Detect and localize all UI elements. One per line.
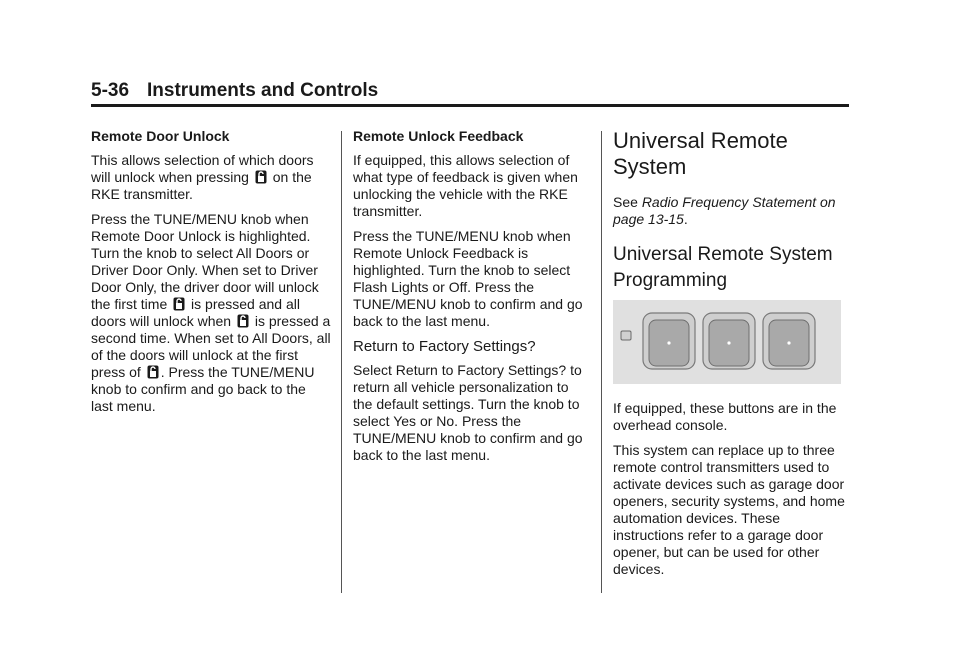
universal-remote-title [613, 128, 853, 180]
column-3 [613, 128, 853, 586]
section-title: Instruments and Controls [147, 80, 379, 101]
overhead-console-buttons-photo [613, 300, 841, 384]
remote-door-unlock-intro [91, 152, 331, 203]
column-1 [91, 128, 331, 423]
instr-text-a: Press the TUNE/MENU knob when Remote Door Unlock is highlighted. Turn the knob to select All Doors or Driver Door Only. When set to Driver Door Only, the driver door will unlock the first time [91, 211, 319, 312]
title-line-1: Universal Remote [613, 128, 788, 153]
factory-settings-heading: Return to Factory Settings? [353, 338, 536, 355]
buttons-location-text: If equipped, these buttons are in the overhead console. [613, 400, 837, 433]
title-line-2: System [613, 154, 687, 179]
rke-unlock-icon [237, 314, 249, 328]
factory-settings-instructions: Select Return to Factory Settings? to return all vehicle personalization to the default settings. Turn the knob to select Yes or No. Press the TUNE/MENU knob to confirm and go back to the last menu. [353, 362, 583, 463]
see-reference [613, 194, 853, 228]
page-header [91, 80, 849, 102]
column-divider-2 [601, 131, 602, 593]
feedback-instructions: Press the TUNE/MENU knob when Remote Unlock Feedback is highlighted. Turn the knob to select Flash Lights or Off. Press the TUNE/MENU knob to confirm and go back to the last menu. [353, 228, 583, 329]
instr-text-b: is pressed and all doors will unlock when [91, 296, 300, 329]
remote-unlock-feedback-heading: Remote Unlock Feedback [353, 128, 524, 144]
page-number: 5-36 [91, 80, 130, 101]
remote-button-1 [643, 313, 695, 369]
see-suffix: . [683, 211, 688, 227]
see-reference-link[interactable]: Radio Frequency Statement on page 13-15 [613, 194, 836, 227]
subtitle-line-1: Universal Remote System [613, 244, 833, 265]
instr-text-d: . Press the TUNE/MENU knob to confirm and go back to the last menu. [91, 364, 315, 414]
subtitle-line-2: Programming [613, 270, 728, 291]
column-divider-1 [341, 131, 342, 593]
feedback-intro: If equipped, this allows selection of what type of feedback is given when unlocking the vehicle with the RKE transmitter. [353, 152, 578, 219]
intro-text-a: This allows selection of which doors will unlock when pressing [91, 152, 314, 185]
rke-unlock-icon [147, 365, 159, 379]
programming-title [613, 242, 853, 294]
header-rule [91, 104, 849, 107]
remote-button-2 [703, 313, 755, 369]
indicator-light [621, 331, 631, 340]
column-2 [353, 128, 591, 472]
system-description-text: This system can replace up to three remote control transmitters used to activate devices such as garage door openers, security systems, and home automation devices. These instructions refer to a garage door opener, but can be used for other devices. [613, 442, 845, 577]
rke-unlock-icon [255, 170, 267, 184]
instr-text-c: is pressed a second time. When set to All Doors, all of the doors will unlock at the first press of [91, 313, 331, 380]
remote-door-unlock-heading: Remote Door Unlock [91, 128, 230, 144]
remote-button-3 [763, 313, 815, 369]
intro-text-b: on the RKE transmitter. [91, 169, 312, 202]
see-prefix: See [613, 194, 642, 210]
rke-unlock-icon [173, 297, 185, 311]
remote-door-unlock-instructions [91, 211, 331, 415]
